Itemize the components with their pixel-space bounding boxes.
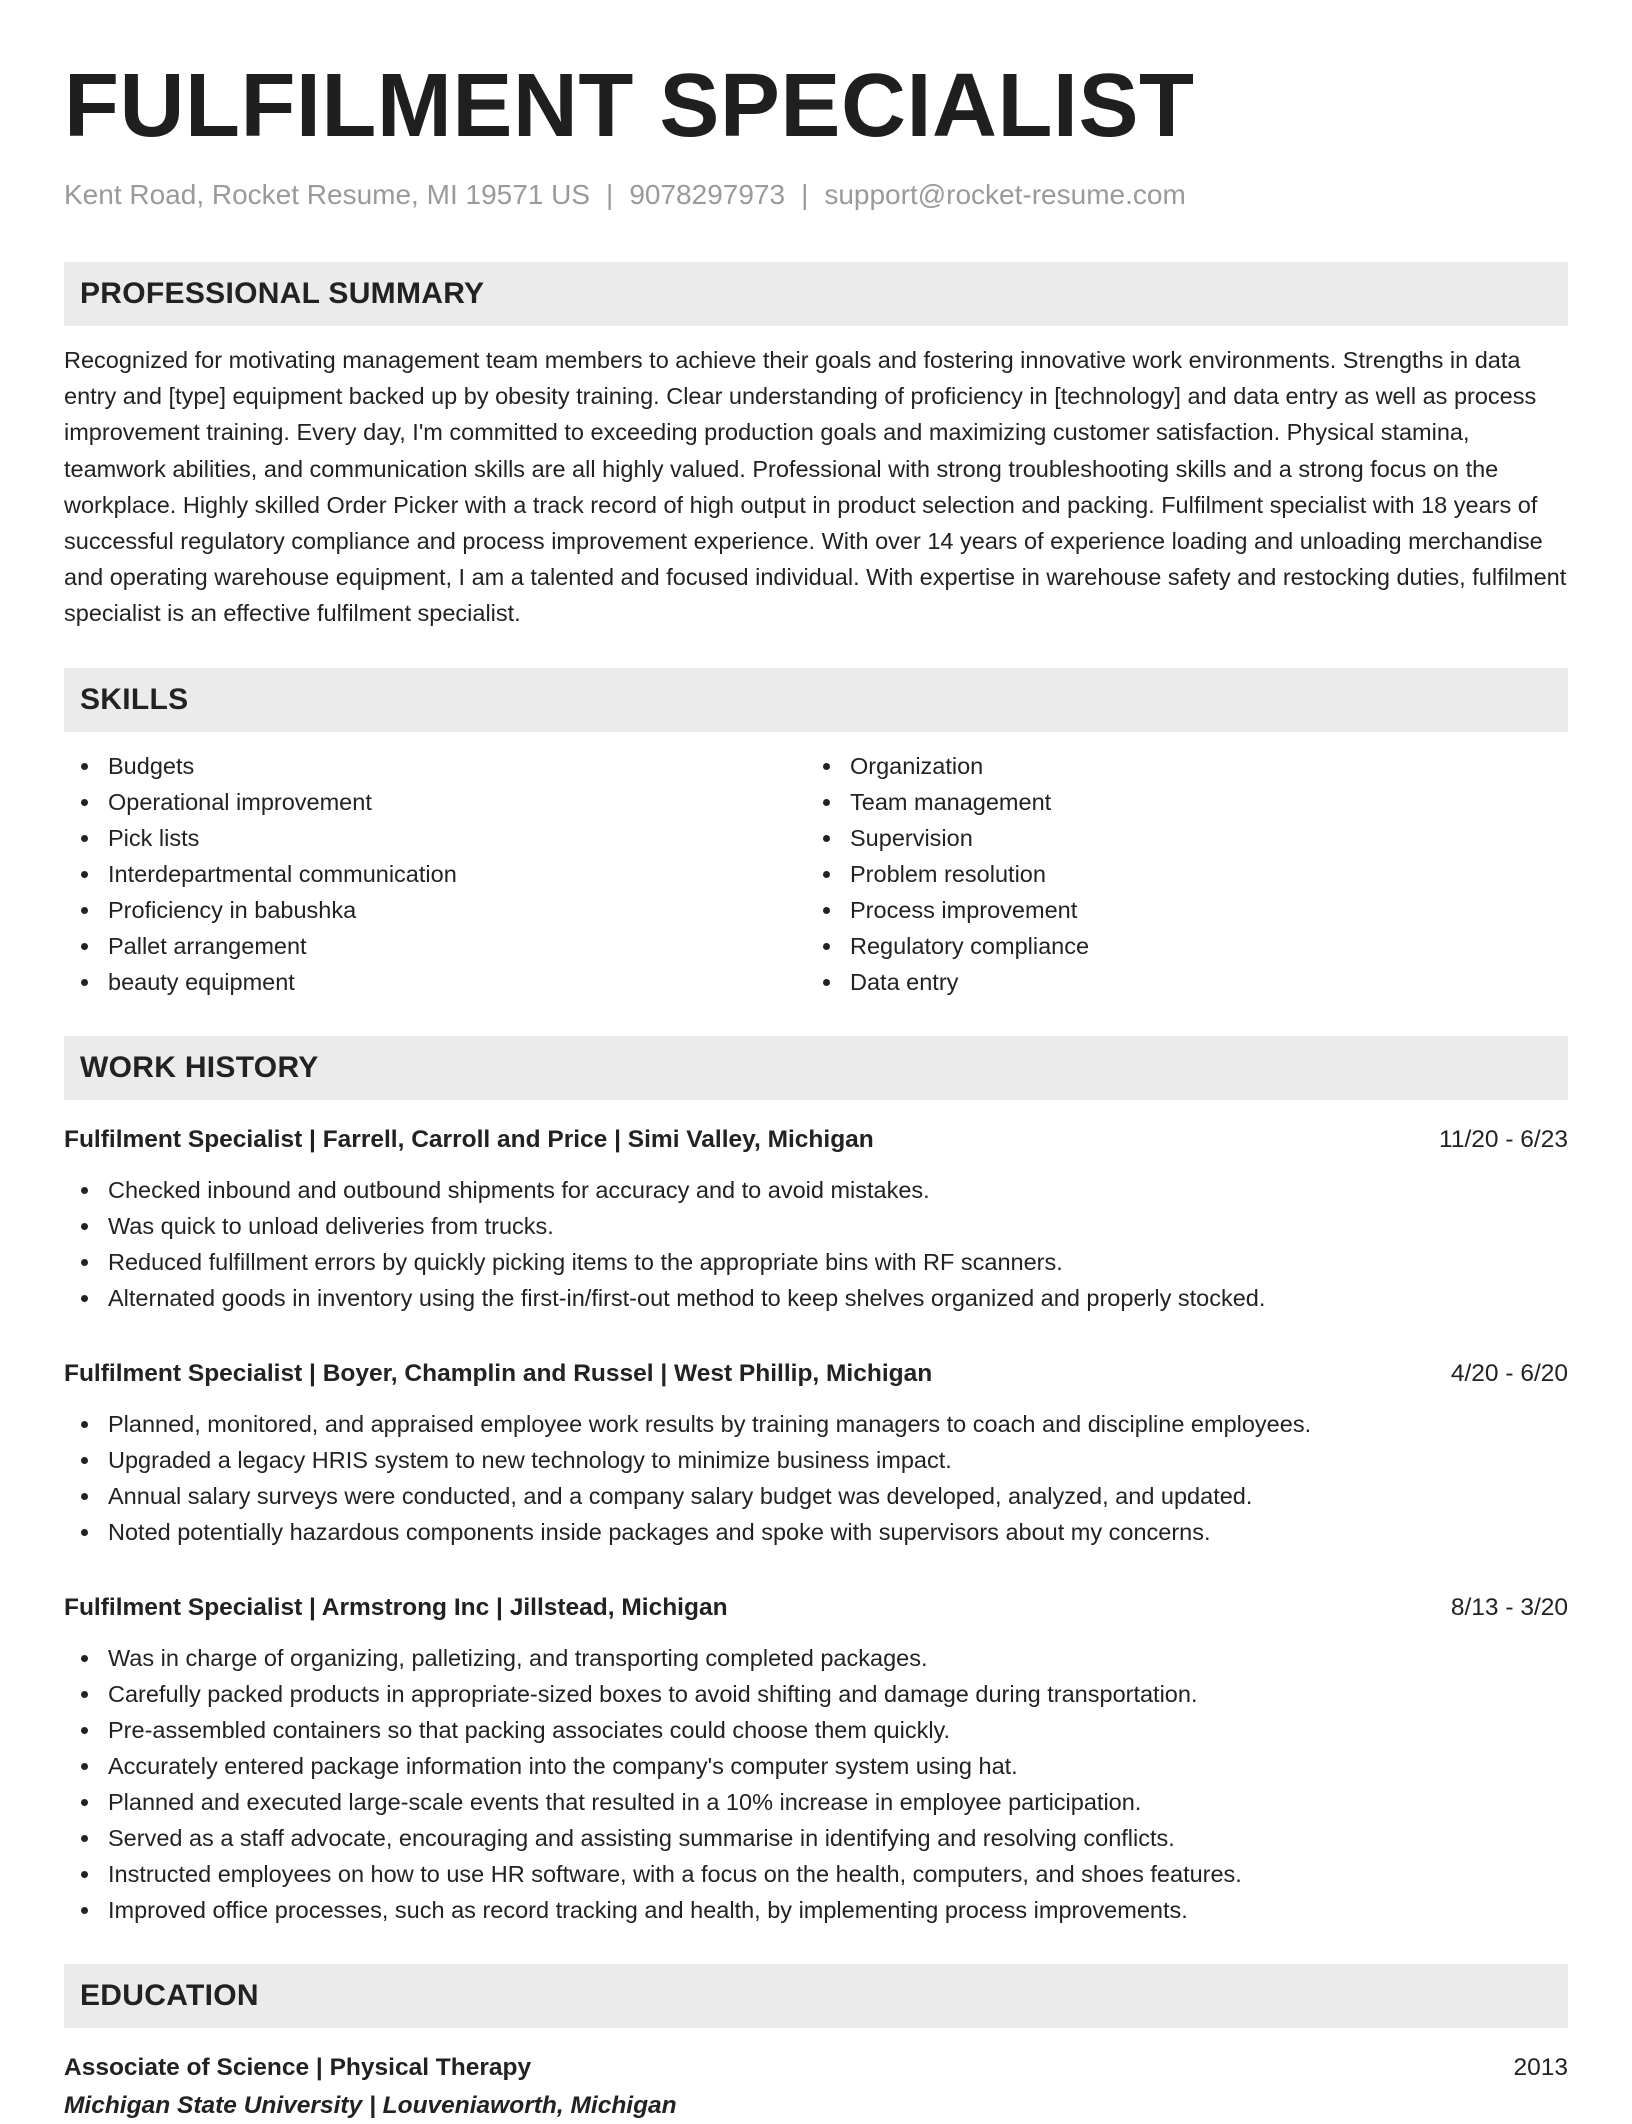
- job-bullet: Noted potentially hazardous components inside packages and spoke with supervisors about my concerns.: [64, 1514, 1568, 1550]
- job-dates: 11/20 - 6/23: [1439, 1125, 1568, 1153]
- education-header: [64, 2050, 1568, 2086]
- education-heading: EDUCATION: [64, 1964, 1568, 2028]
- skill-item: beauty equipment: [64, 964, 806, 1000]
- skill-item: Process improvement: [806, 892, 1548, 928]
- job-bullet: Instructed employees on how to use HR software, with a focus on the health, computers, and shoes features.: [64, 1856, 1568, 1892]
- skill-item: Data entry: [806, 964, 1548, 1000]
- education-entry: [64, 2050, 1568, 2124]
- skill-item: Team management: [806, 784, 1548, 820]
- skill-item: Organization: [806, 748, 1548, 784]
- job-dates: 4/20 - 6/20: [1450, 1359, 1568, 1387]
- job-bullet: Upgraded a legacy HRIS system to new technology to minimize business impact.: [64, 1442, 1568, 1478]
- education-school: Michigan State University | Louveniaworth, Michigan: [64, 2091, 677, 2119]
- job-bullets: [64, 1406, 1568, 1550]
- job-dates: 8/13 - 3/20: [1450, 1593, 1568, 1621]
- job-bullets: [64, 1640, 1568, 1928]
- job-bullet: Served as a staff advocate, encouraging and assisting summarise in identifying and resolving conflicts.: [64, 1820, 1568, 1856]
- job-bullet: Planned, monitored, and appraised employee work results by training managers to coach and discipline employees.: [64, 1406, 1568, 1442]
- education-degree: Associate of Science | Physical Therapy: [64, 2053, 532, 2081]
- job-bullets: [64, 1172, 1568, 1316]
- job-header: [64, 1356, 1568, 1392]
- skill-item: Pallet arrangement: [64, 928, 806, 964]
- job-header: [64, 1122, 1568, 1158]
- job-bullet: Checked inbound and outbound shipments for accuracy and to avoid mistakes.: [64, 1172, 1568, 1208]
- skill-item: Proficiency in babushka: [64, 892, 806, 928]
- job-bullet: Alternated goods in inventory using the first-in/first-out method to keep shelves organized and properly stocked.: [64, 1280, 1568, 1316]
- skill-item: Supervision: [806, 820, 1548, 856]
- job-entry: [64, 1122, 1568, 1316]
- job-bullet: Reduced fulfillment errors by quickly picking items to the appropriate bins with RF scanners.: [64, 1244, 1568, 1280]
- job-bullet: Improved office processes, such as record tracking and health, by implementing process improvements.: [64, 1892, 1568, 1928]
- contact-line: [64, 178, 1568, 212]
- job-bullet: Planned and executed large-scale events that resulted in a 10% increase in employee participation.: [64, 1784, 1568, 1820]
- skills-list: [64, 748, 1568, 1000]
- job-entry: [64, 1356, 1568, 1550]
- skill-item: Interdepartmental communication: [64, 856, 806, 892]
- job-title: Fulfilment Specialist | Farrell, Carroll and Price | Simi Valley, Michigan: [64, 1125, 874, 1153]
- summary-heading: PROFESSIONAL SUMMARY: [64, 262, 1568, 326]
- contact-separator: |: [801, 179, 809, 210]
- work-history-heading: WORK HISTORY: [64, 1036, 1568, 1100]
- skills-column-right: [806, 748, 1548, 1000]
- job-header: [64, 1590, 1568, 1626]
- skill-item: Regulatory compliance: [806, 928, 1548, 964]
- contact-separator: |: [606, 179, 614, 210]
- skill-item: Pick lists: [64, 820, 806, 856]
- skill-item: Budgets: [64, 748, 806, 784]
- skills-column-left: [64, 748, 806, 1000]
- job-title: Fulfilment Specialist | Armstrong Inc | Jillstead, Michigan: [64, 1593, 728, 1621]
- job-bullet: Accurately entered package information into the company's computer system using hat.: [64, 1748, 1568, 1784]
- job-bullet: Annual salary surveys were conducted, and a company salary budget was developed, analyzed, and updated.: [64, 1478, 1568, 1514]
- skill-item: Problem resolution: [806, 856, 1548, 892]
- job-bullet: Pre-assembled containers so that packing associates could choose them quickly.: [64, 1712, 1568, 1748]
- skill-item: Operational improvement: [64, 784, 806, 820]
- education-year: 2013: [1513, 2053, 1568, 2081]
- contact-phone: 9078297973: [629, 179, 786, 210]
- summary-text: Recognized for motivating management team members to achieve their goals and fostering innovative work environments. Strengths in data entry and [type] equipment backed up by obesity training. Clear understanding of proficiency in [technology] and data entry as well as process improvement training. Every day, I'm committed to exceeding production goals and maximizing customer satisfaction. Physical stamina, teamwork abilities, and communication skills are all highly valued. Professional with strong troubleshooting skills and a strong focus on the workplace. Highly skilled Order Picker with a track record of high output in product selection and packing. Fulfilment specialist with 18 years of successful regulatory compliance and process improvement experience. With over 14 years of experience loading and unloading merchandise and operating warehouse equipment, I am a talented and focused individual. With expertise in warehouse safety and restocking duties, fulfilment specialist is an effective fulfilment specialist.: [64, 347, 1567, 627]
- job-bullet: Was quick to unload deliveries from trucks.: [64, 1208, 1568, 1244]
- job-title: Fulfilment Specialist | Boyer, Champlin and Russel | West Phillip, Michigan: [64, 1359, 933, 1387]
- job-entry: [64, 1590, 1568, 1928]
- job-bullet: Was in charge of organizing, palletizing, and transporting completed packages.: [64, 1640, 1568, 1676]
- contact-address: Kent Road, Rocket Resume, MI 19571 US: [64, 179, 591, 210]
- job-bullet: Carefully packed products in appropriate-sized boxes to avoid shifting and damage during transportation.: [64, 1676, 1568, 1712]
- skills-heading: SKILLS: [64, 668, 1568, 732]
- resume-name: FULFILMENT SPECIALIST: [64, 56, 1195, 156]
- contact-email: support@rocket-resume.com: [824, 179, 1186, 210]
